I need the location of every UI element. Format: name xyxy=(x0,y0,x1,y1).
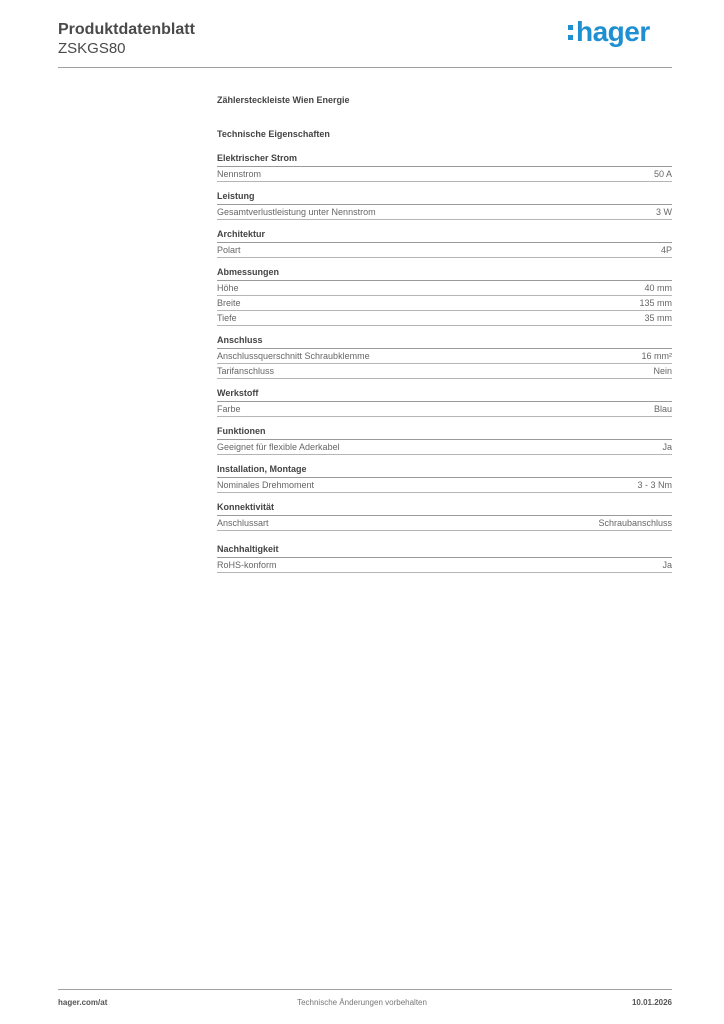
datasheet-content xyxy=(217,95,672,582)
hager-logo xyxy=(568,16,650,48)
header-divider xyxy=(58,67,672,68)
property-label: Tiefe xyxy=(217,313,237,323)
property-row xyxy=(217,205,672,220)
property-label: Nominales Drehmoment xyxy=(217,480,315,490)
property-value: 35 mm xyxy=(644,313,672,323)
property-row xyxy=(217,364,672,379)
property-row xyxy=(217,167,672,182)
property-label: Tarifanschluss xyxy=(217,366,275,376)
property-value: 3 W xyxy=(655,207,672,217)
footer-divider xyxy=(58,989,672,990)
property-row xyxy=(217,349,672,364)
logo-text: hager xyxy=(576,16,650,47)
property-row xyxy=(217,311,672,326)
property-value: Ja xyxy=(662,442,672,452)
product-name: Zählersteckleiste Wien Energie xyxy=(217,95,350,105)
property-groups xyxy=(217,153,672,573)
property-value: Blau xyxy=(653,404,672,414)
property-group xyxy=(217,267,672,326)
property-group xyxy=(217,502,672,531)
property-row xyxy=(217,243,672,258)
section-title: Technische Eigenschaften xyxy=(217,129,330,139)
property-label: Höhe xyxy=(217,283,239,293)
property-value: 16 mm² xyxy=(641,351,672,361)
property-group xyxy=(217,191,672,220)
group-title: Architektur xyxy=(217,229,672,243)
property-value: 50 A xyxy=(653,169,672,179)
property-row xyxy=(217,478,672,493)
footer-website: hager.com/at xyxy=(58,998,108,1007)
property-label: Anschlussquerschnitt Schraubklemme xyxy=(217,351,370,361)
group-title: Anschluss xyxy=(217,335,672,349)
property-value: 135 mm xyxy=(639,298,672,308)
property-label: Nennstrom xyxy=(217,169,262,179)
property-row xyxy=(217,516,672,531)
property-label: Polart xyxy=(217,245,241,255)
group-title: Abmessungen xyxy=(217,267,672,281)
group-title: Leistung xyxy=(217,191,672,205)
group-title: Nachhaltigkeit xyxy=(217,544,672,558)
property-value: Schraubanschluss xyxy=(598,518,672,528)
property-group xyxy=(217,540,672,573)
logo-dots-icon xyxy=(568,16,574,40)
property-row xyxy=(217,296,672,311)
property-row xyxy=(217,281,672,296)
property-value: 40 mm xyxy=(644,283,672,293)
property-label: Gesamtverlustleistung unter Nennstrom xyxy=(217,207,376,217)
property-row xyxy=(217,440,672,455)
property-value: 4P xyxy=(660,245,672,255)
property-value: 3 - 3 Nm xyxy=(637,480,672,490)
property-row xyxy=(217,402,672,417)
footer-date: 10.01.2026 xyxy=(631,998,672,1007)
property-group xyxy=(217,229,672,258)
group-title: Installation, Montage xyxy=(217,464,672,478)
property-label: RoHS-konform xyxy=(217,560,277,570)
property-label: Geeignet für flexible Aderkabel xyxy=(217,442,340,452)
page-title: Produktdatenblatt xyxy=(58,21,195,38)
group-title: Elektrischer Strom xyxy=(217,153,672,167)
property-group xyxy=(217,153,672,182)
property-row xyxy=(217,558,672,573)
property-group xyxy=(217,464,672,493)
property-group xyxy=(217,335,672,379)
group-title: Werkstoff xyxy=(217,388,672,402)
property-group xyxy=(217,426,672,455)
product-code: ZSKGS80 xyxy=(58,40,126,57)
group-title: Konnektivität xyxy=(217,502,672,516)
property-label: Anschlussart xyxy=(217,518,269,528)
property-group xyxy=(217,388,672,417)
property-value: Nein xyxy=(653,366,672,376)
footer-notice: Technische Änderungen vorbehalten xyxy=(297,998,427,1007)
property-label: Breite xyxy=(217,298,241,308)
property-value: Ja xyxy=(662,560,672,570)
group-title: Funktionen xyxy=(217,426,672,440)
property-label: Farbe xyxy=(217,404,241,414)
